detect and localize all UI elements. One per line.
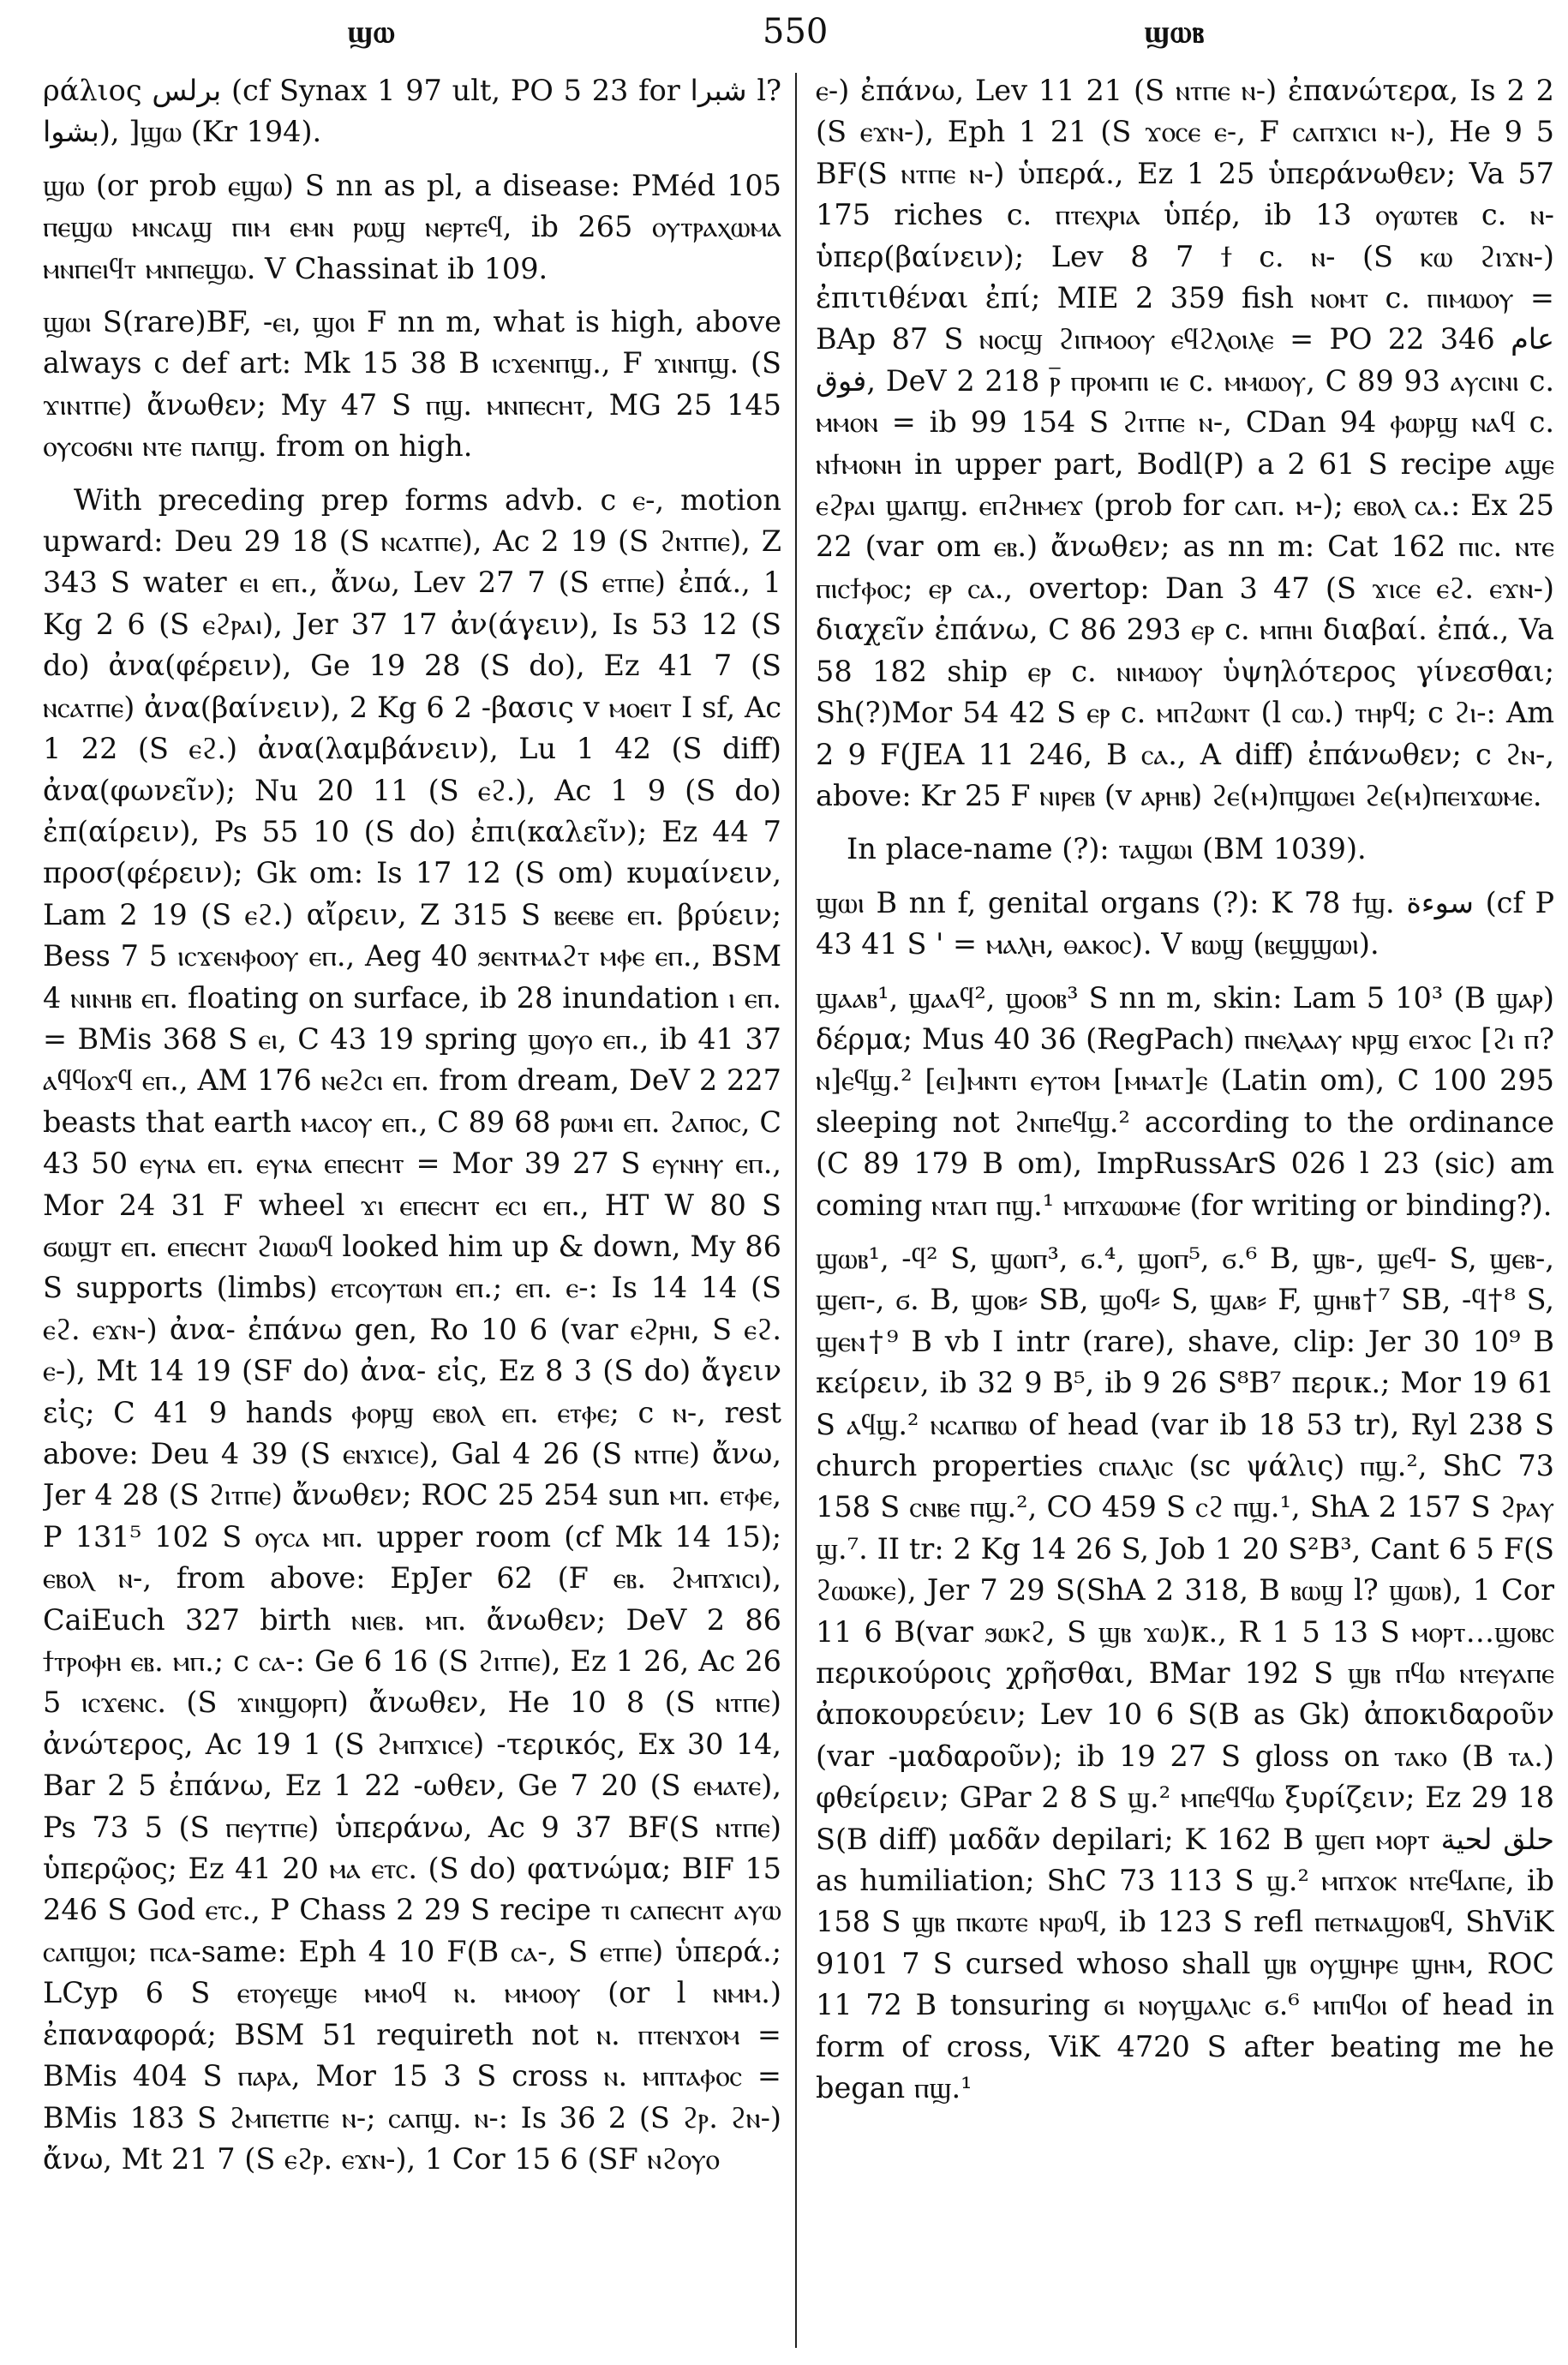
left-column <box>43 70 781 2350</box>
entry-continuation-paragraph: ⲉ-) ἐπάνω, Lev 11 21 (S ⲛⲧⲡⲉ ⲛ-) ἐπανώτερα, Is 2 2 (S ⲉϫⲛ-), Eph 1 21 (S ϫⲟⲥⲉ ⲉ-, F ⲥⲁⲡϫⲓⲥⲓ ⲛ-), He 9 5 BF(S ⲛⲧⲡⲉ ⲛ-) ὑπερά., Ez 1 25 ὑπεράνωθεν; Va 57 175 riches c. ⲡⲧⲉⲭⲣⲓⲁ ὑπέρ, ib 13 ⲟⲩⲱⲧⲉⲃ c. ⲛ- ὑπερ(βαίνειν); Lev 8 7 ϯ c. ⲛ- (S ⲕⲱ ϩⲓϫⲛ-) ἐπιτιθέναι ἐπί; MIE 2 359 fish ⲛⲟⲙⲧ c. ⲡⲓⲙⲱⲟⲩ = BAp 87 S ⲛⲟⲥϣ ϩⲓⲡⲙⲟⲟⲩ ⲉϥϩⲗⲟⲓⲗⲉ = PO 22 346 عام فوق, DeV 2 218 ⲣ̅ ⲡⲣⲟⲙⲡⲓ ⲓⲉ c. ⲙⲙⲱⲟⲩ, C 89 93 ⲁⲩⲥⲓⲛⲓ c. ⲙⲙⲟⲛ = ib 99 154 S ϩⲓⲧⲡⲉ ⲛ-, CDan 94 ⲫⲱⲣϣ ⲛⲁϥ c. ⲛϯⲙⲟⲛⲏ in upper part, Bodl(P) a 2 61 S recipe ⲁϣⲉ ⲉϩⲣⲁⲓ ϣⲁⲡϣ. ⲉⲡϩⲏⲙⲉϫ (prob for ⲥⲁⲡ. ⲙ-); ⲉⲃⲟⲗ ⲥⲁ.: Ex 25 22 (var om ⲉⲃ.) ἄνωθεν; as nn m: Cat 162 ⲡⲓⲥ. ⲛⲧⲉ ⲡⲓⲥϯⲫⲟⲥ; ⲉⲣ ⲥⲁ., overtop: Dan 3 47 (S ϫⲓⲥⲉ ⲉϩ. ⲉϫⲛ-) διαχεῖν ἐπάνω, C 86 293 ⲉⲣ c. ⲙⲡⲏⲓ διαβαί. ἐπά., Va 58 182 ship ⲉⲣ c. ⲛⲓⲙⲱⲟⲩ ὑψηλότερος γίνεσθαι; Sh(?)Mor 54 42 S ⲉⲣ c. ⲙⲡϩⲱⲛⲧ (l ⲥⲱ.) ⲧⲏⲣϥ; c ϩⲓ-: Am 2 9 F(JEA 11 246, B ⲥⲁ., A diff) ἐπάνωθεν; c ϩⲛ-, above: Kr 25 F ⲛⲓⲣⲉⲃ (v ⲁⲣⲏⲃ) ϩⲉ(ⲙ)ⲡϣⲱⲉⲓ ϩⲉ(ⲙ)ⲡⲉⲓϫⲱⲙⲉ. <box>816 74 1554 812</box>
right-column <box>816 70 1554 2350</box>
entry-paragraph: ϣⲱ (or prob ⲉϣⲱ) S nn as pl, a disease: PMéd 105 ⲡⲉϣⲱ ⲙⲛⲥⲁϣ ⲡⲓⲙ ⲉⲙⲛ ⲣⲱϣ ⲛⲉⲣⲧⲉϥ, ib 265 ⲟⲩⲧⲣⲁⲭⲱⲙⲁ ⲙⲛⲡⲉⲓϥⲧ ⲙⲛⲡⲉϣⲱ. V Chassinat ib 109. <box>43 168 781 285</box>
right-running-headword: ϣⲱⲃ <box>1144 14 1206 50</box>
entry-note-paragraph: In place-name (?): ⲧⲁϣⲱⲓ (BM 1039). <box>847 832 1367 866</box>
entry-paragraph: ϣⲱⲓ B nn f, genital organs (?): K 78 ϯϣ. سوءة (cf P 43 41 S ' = ⲙⲁⲗⲏ, ⲑⲁⲕⲟⲥ). V ⲃⲱϣ (ⲃⲉϣϣⲱⲓ). <box>816 885 1554 961</box>
entry-subsection-paragraph: With preceding prep forms advb. c ⲉ-, motion upward: Deu 29 18 (S ⲛⲥⲁⲧⲡⲉ), Ac 2 19 (S ϩⲛⲧⲡⲉ), Z 343 S water ⲉⲓ ⲉⲡ., ἄνω, Lev 27 7 (S ⲉⲧⲡⲉ) ἐπά., 1 Kg 2 6 (S ⲉϩⲣⲁⲓ), Jer 37 17 ἀν(άγειν), Is 53 12 (S do) ἀνα(φέρειν), Ge 19 28 (S do), Ez 41 7 (S ⲛⲥⲁⲧⲡⲉ) ἀνα(βαίνειν), 2 Kg 6 2 -βασις v ⲙⲟⲉⲓⲧ I sf, Ac 1 22 (S ⲉϩ.) ἀνα(λαμβάνειν), Lu 1 42 (S diff) ἀνα(φωνεῖν); Nu 20 11 (S ⲉϩ.), Ac 1 9 (S do) ἐπ(αίρειν), Ps 55 10 (S do) ἐπι(καλεῖν); Ez 44 7 προσ(φέρειν); Gk om: Is 17 12 (S om) κυμαίνειν, Lam 2 19 (S ⲉϩ.) αἴρειν, Z 315 S ⲃⲉⲉⲃⲉ ⲉⲡ. βρύειν; Bess 7 5 ⲓⲥϫⲉⲛⲫⲟⲟⲩ ⲉⲡ., Aeg 40 ϧⲉⲛⲧⲙⲁϩⲧ ⲙⲫⲉ ⲉⲡ., BSM 4 ⲛⲓⲛⲏⲃ ⲉⲡ. floating on surface, ib 28 inundation ⲓ ⲉⲡ. = BMis 368 S ⲉⲓ, C 43 19 spring ϣⲟⲩⲟ ⲉⲡ., ib 41 37 ⲁϥϥⲟϫϥ ⲉⲡ., AM 176 ⲛⲉϩⲥⲓ ⲉⲡ. from dream, DeV 2 227 beasts that earth ⲙⲁⲥⲟⲩ ⲉⲡ., C 89 68 ⲣⲱⲙⲓ ⲉⲡ. ϩⲁⲡⲟⲥ, C 43 50 ⲉⲩⲛⲁ ⲉⲡ. ⲉⲩⲛⲁ ⲉⲡⲉⲥⲏⲧ = Mor 39 27 S ⲉⲩⲛⲏⲩ ⲉⲡ., Mor 24 31 F wheel ϫⲓ ⲉⲡⲉⲥⲏⲧ ⲉⲥⲓ ⲉⲡ., HT W 80 S ϭⲱϣⲧ ⲉⲡ. ⲉⲡⲉⲥⲏⲧ ϩⲓⲱⲱϥ looked him up & down, My 86 S supports (limbs) ⲉⲧⲥⲟⲩⲧⲱⲛ ⲉⲡ.; ⲉⲡ. ⲉ-: Is 14 14 (S ⲉϩ. ⲉϫⲛ-) ἀνα- ἐπάνω gen, Ro 10 6 (var ⲉϩⲣⲏⲓ, S ⲉϩ. ⲉ-), Mt 14 19 (SF do) ἀνα- εἰς, Ez 8 3 (S do) ἄγειν εἰς; C 41 9 hands ⲫⲟⲣϣ ⲉⲃⲟⲗ ⲉⲡ. ⲉⲧⲫⲉ; c ⲛ-, rest above: Deu 4 39 (S ⲉⲛϫⲓⲥⲉ), Gal 4 26 (S ⲛⲧⲡⲉ) ἄνω, Jer 4 28 (S ϩⲓⲧⲡⲉ) ἄνωθεν; ROC 25 254 sun ⲙⲡ. ⲉⲧⲫⲉ, P 131⁵ 102 S ⲟⲩⲥⲁ ⲙⲡ. upper room (cf Mk 14 15); ⲉⲃⲟⲗ ⲛ-, from above: EpJer 62 (F ⲉⲃ. ϩⲙⲡϫⲓⲥⲓ), CaiEuch 327 birth ⲛⲓⲉⲃ. ⲙⲡ. ἄνωθεν; DeV 2 86 ϯⲧⲣⲟⲫⲏ ⲉⲃ. ⲙⲡ.; c ⲥⲁ-: Ge 6 16 (S ϩⲓⲧⲡⲉ), Ez 1 26, Ac 26 5 ⲓⲥϫⲉⲛⲥ. (S ϫⲓⲛϣⲟⲣⲡ) ἄνωθεν, He 10 8 (S ⲛⲧⲡⲉ) ἀνώτερος, Ac 19 1 (S ϩⲙⲡϫⲓⲥⲉ) -τερικός, Ex 30 14, Bar 2 5 ἐπάνω, Ez 1 22 -ωθεν, Ge 7 20 (S ⲉⲙⲁⲧⲉ), Ps 73 5 (S ⲡⲉⲩⲧⲡⲉ) ὑπεράνω, Ac 9 37 BF(S ⲛⲧⲡⲉ) ὑπερῷος; Ez 41 20 ⲙⲁ ⲉⲧⲥ. (S do) φατνώμα; BIF 15 246 S God ⲉⲧⲥ., P Chass 2 29 S recipe ⲧⲓ ⲥⲁⲡⲉⲥⲏⲧ ⲁⲩⲱ ⲥⲁⲡϣⲟⲓ; ⲡⲥⲁ-same: Eph 4 10 F(B ⲥⲁ-, S ⲉⲧⲡⲉ) ὑπερά.; LCyp 6 S ⲉⲧⲟⲩⲉϣⲉ ⲙⲙⲟϥ ⲛ. ⲙⲙⲟⲟⲩ (or l ⲛⲙⲙ.) ἐπαναφορά; BSM 51 requireth not ⲛ. ⲡⲧⲉⲛϫⲟⲙ = BMis 404 S ⲡⲁⲣⲁ, Mor 15 3 S cross ⲛ. ⲙⲡⲧⲁⲫⲟⲥ = BMis 183 S ϩⲙⲡⲉⲧⲡⲉ ⲛ-; ⲥⲁⲡϣ. ⲛ-: Is 36 2 (S ϩⲣ. ϩⲛ-) ἄνω, Mt 21 7 (S ⲉϩⲣ. ⲉϫⲛ-), 1 Cor 15 6 (SF ⲛϩⲟⲩⲟ <box>43 482 781 2176</box>
page-number: 550 <box>763 12 829 51</box>
left-running-headword: ϣⲱ <box>347 14 396 50</box>
entry-paragraph: ϣⲱⲓ S(rare)BF, -ⲉⲓ, ϣⲟⲓ F nn m, what is high, above always c def art: Mk 15 38 B ⲓⲥϫⲉⲛⲡϣ., F ϫⲓⲛⲡϣ. (S ϫⲓⲛⲧⲡⲉ) ἄνωθεν; My 47 S ⲡϣ. ⲙⲛⲡⲉⲥⲏⲧ, MG 25 145 ⲟⲩⲥⲟϭⲛⲓ ⲛⲧⲉ ⲡⲁⲡϣ. from on high. <box>43 305 781 464</box>
entry-paragraph: ϣⲁⲁⲃ¹, ϣⲁⲁϥ², ϣⲟⲟⲃ³ S nn m, skin: Lam 5 10³ (B ϣⲁⲣ) δέρμα; Mus 40 36 (RegPach) ⲡⲛⲉⲗⲁⲁⲩ ⲛⲣϣ ⲉⲓϫⲟⲥ [ϩⲓ ⲡ?ⲛ]ⲉϥϣ.² [ⲉⲓ]ⲙⲛⲧⲓ ⲉⲩⲧⲟⲙ [ⲙⲙⲁⲧ]ⲉ (Latin om), C 100 295 sleeping not ϩⲛⲡⲉϥϣ.² according to the ordinance (C 89 179 B om), ImpRussArS 026 l 23 (sic) am coming ⲛⲧⲁⲡ ⲡϣ.¹ ⲙⲡϫⲱⲱⲙⲉ (for writing or binding?). <box>816 980 1554 1222</box>
page-header <box>0 9 1568 60</box>
entry-paragraph: ϣⲱⲃ¹, -ϥ² S, ϣⲱⲡ³, ϭ.⁴, ϣⲟⲡ⁵, ϭ.⁶ B, ϣⲃ-, ϣⲉϥ- S, ϣⲉⲃ-, ϣⲉⲡ-, ϭ. B, ϣⲟⲃ⸗ SB, ϣⲟϥ⸗ S, ϣⲁⲃ⸗ F, ϣⲏⲃ†⁷ SB, -ϥ†⁸ S, ϣⲉⲛ†⁹ B vb I intr (rare), shave, clip: Jer 30 10⁹ B κείρειν, ib 32 9 B⁵, ib 9 26 S⁸B⁷ περικ.; Mor 19 61 S ⲁϥϣ.² ⲛⲥⲁⲡⲃⲱ of head (var ib 18 53 tr), Ryl 238 S church properties ⲥⲡⲁⲗⲓⲥ (sc ψάλις) ⲡϣ.², ShC 73 158 S ⲥⲛⲃⲉ ⲡϣ.², CO 459 S ⲥϩ ⲡϣ.¹, ShA 2 157 S ϩⲣⲁⲩ ϣ.⁷. II tr: 2 Kg 14 26 S, Job 1 20 S²B³, Cant 6 5 F(S ϩⲱⲱⲕⲉ), Jer 7 29 S(ShA 2 318, B ⲃⲱϣ l? ϣⲱⲃ), 1 Cor 11 6 B(var ϧⲱⲕϩ, S ϣⲃ ϫⲱ)κ., R 1 5 13 S ⲙⲟⲣⲧ…ϣⲟⲃⲥ περικούροις χρῆσθαι, BMar 192 S ϣⲃ ⲡϥⲱ ⲛⲧⲉⲩⲁⲡⲉ ἀποκουρεύειν; Lev 10 6 S(B as Gk) ἀποκιδαροῦν (var -μαδαροῦν); ib 19 27 S gloss on ⲧⲁⲕⲟ (B ⲧⲁ.) φθείρειν; GPar 2 8 S ϣ.² ⲙⲡⲉϥϥⲱ ξυρίζειν; Ez 29 18 S(B diff) μαδᾶν depilari; K 162 B ϣⲉⲡ ⲙⲟⲣⲧ حلق لحية as humiliation; ShC 73 113 S ϣ.² ⲙⲡϫⲟⲕ ⲛⲧⲉϥⲁⲡⲉ, ib 158 S ϣⲃ ⲡⲕⲱⲧⲉ ⲛⲣⲱϥ, ib 123 S refl ⲡⲉⲧⲛⲁϣⲟⲃϥ, ShViK 9101 7 S cursed whoso shall ϣⲃ ⲟⲩϣⲏⲣⲉ ϣⲏⲙ, ROC 11 72 B tonsuring ϭⲓ ⲛⲟⲩϣⲁⲗⲓⲥ ϭ.⁶ ⲙⲡⲓϥⲟⲓ of head in form of cross, ViK 4720 S after beating me he began ⲡϣ.¹ <box>816 1241 1554 2105</box>
column-divider <box>795 73 797 2348</box>
entry-continuation-paragraph: ράλιος برلس (cf Synax 1 97 ult, PO 5 23 for شبرا l? بشوا), ]ϣⲱ (Kr 194). <box>43 74 781 149</box>
